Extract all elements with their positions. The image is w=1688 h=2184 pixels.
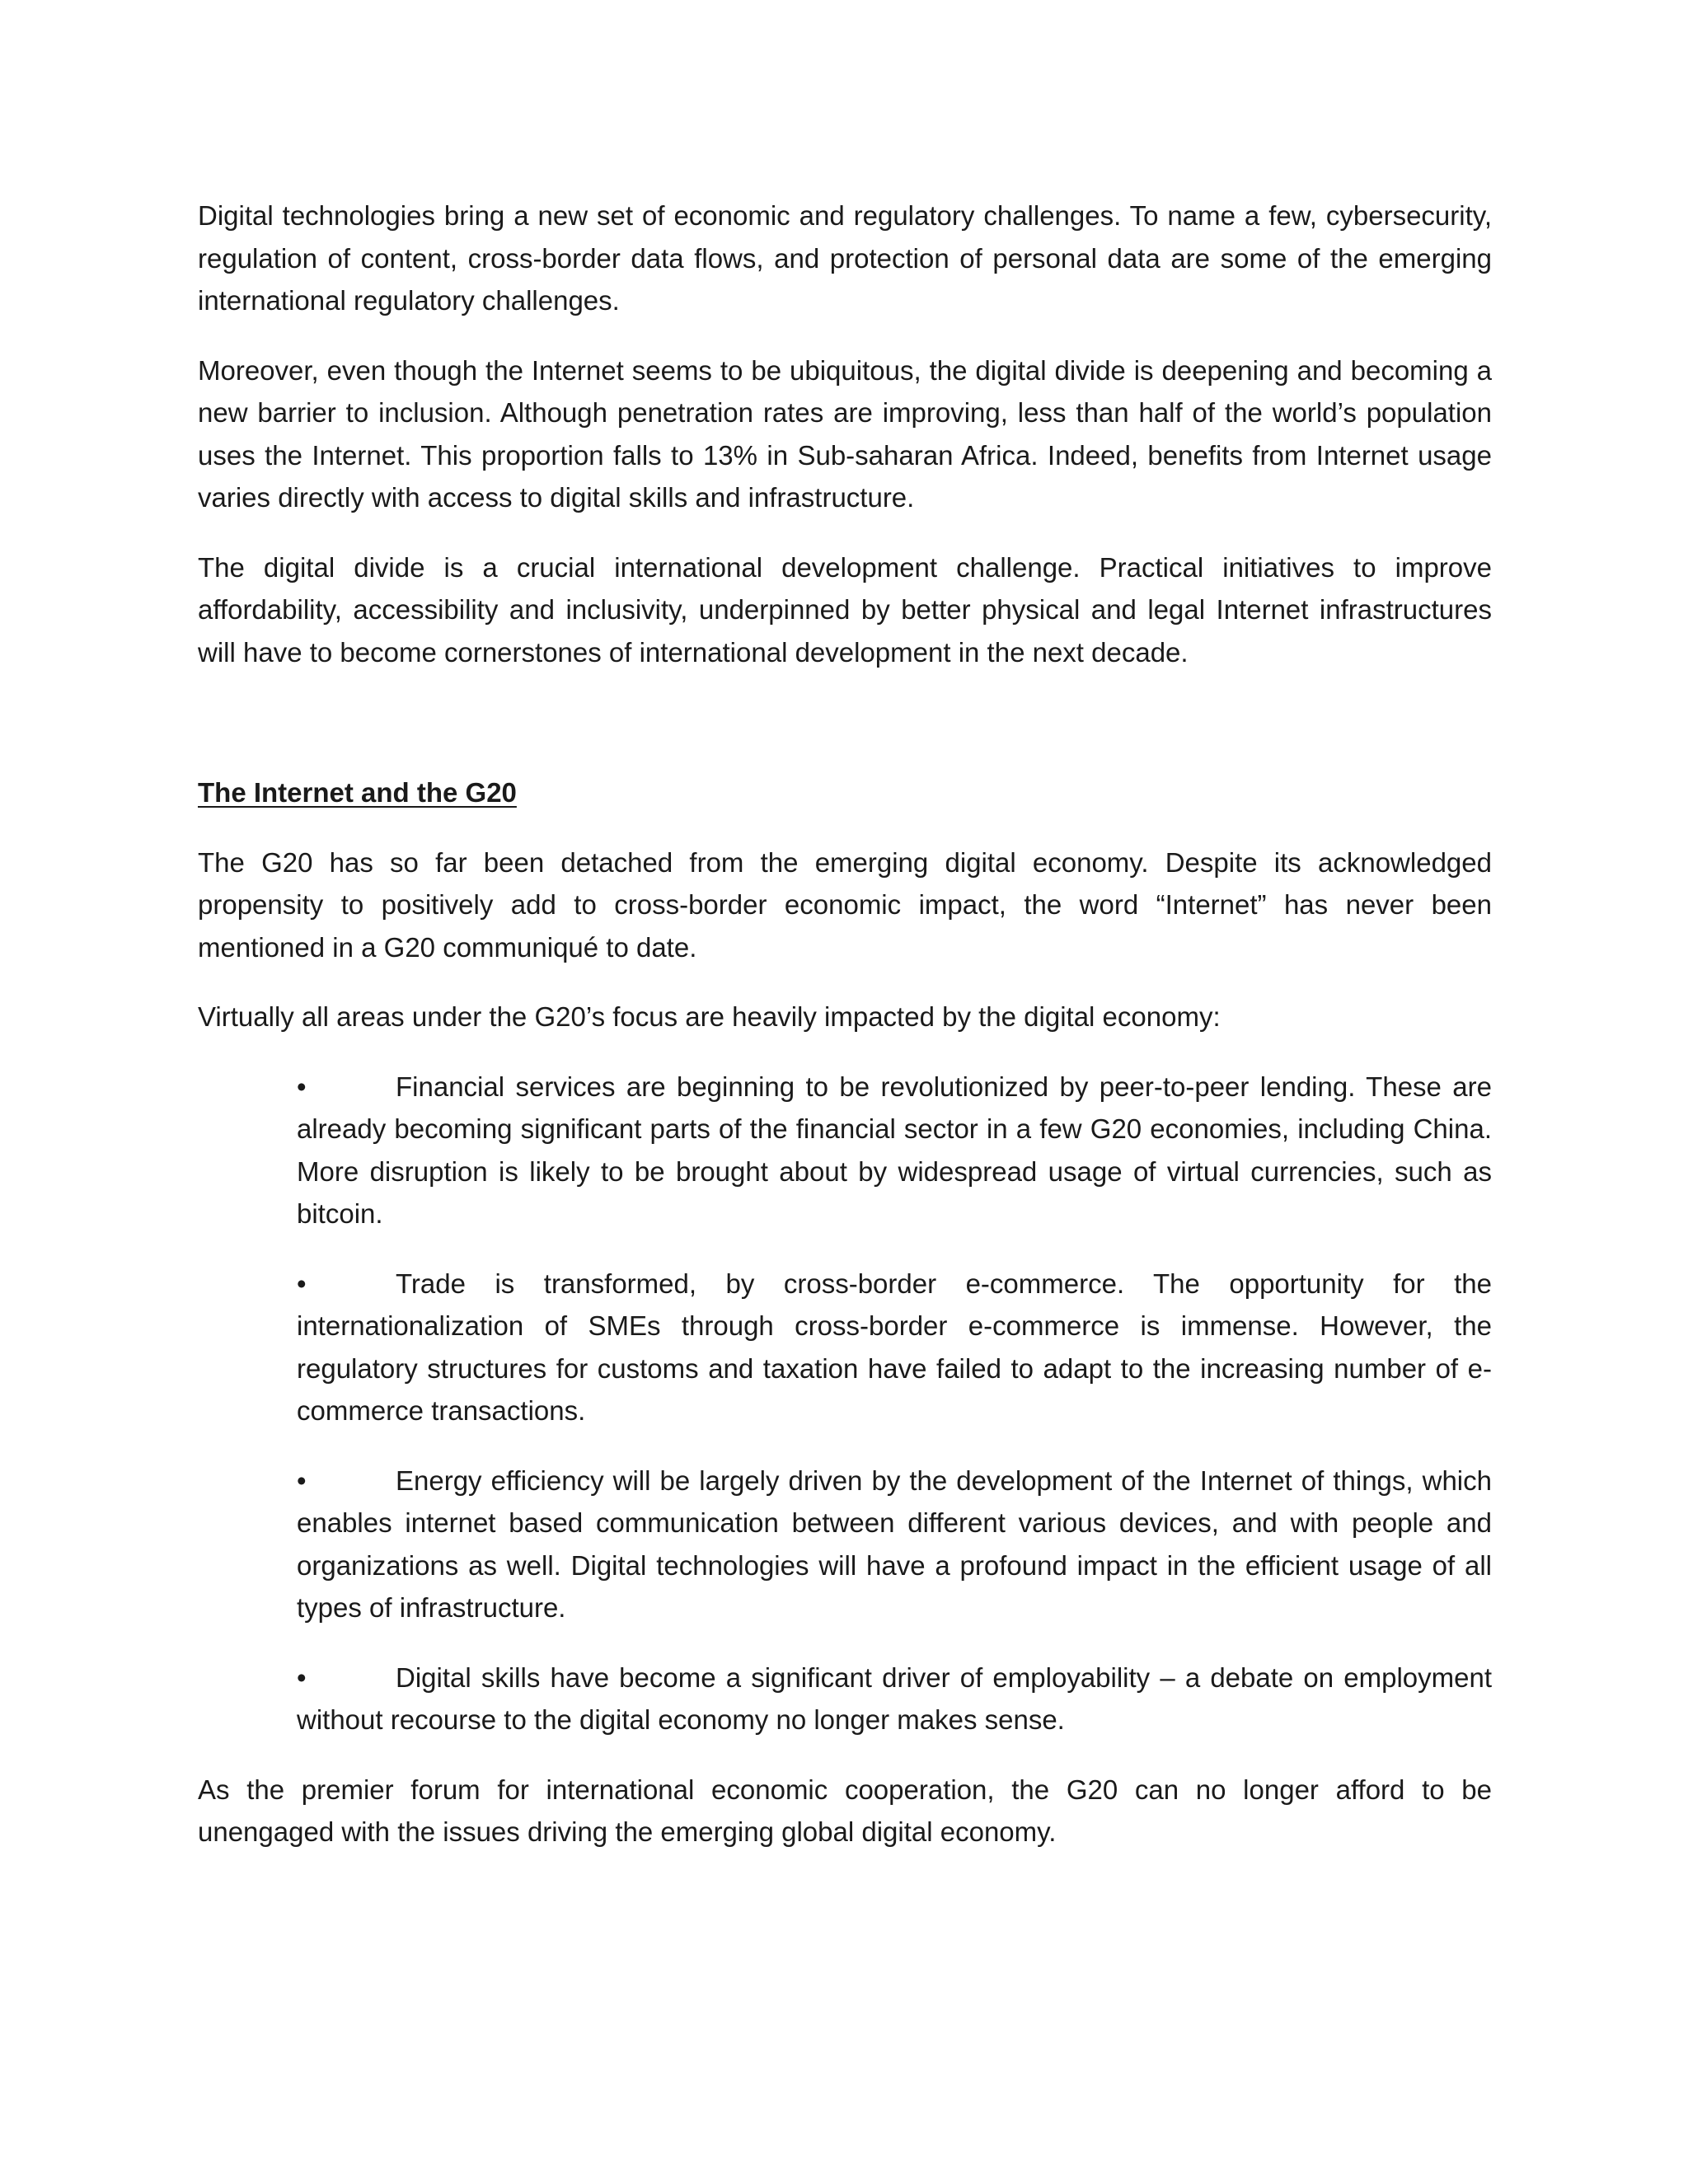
list-item: [297, 1460, 1492, 1629]
document-page: [198, 194, 1492, 1881]
bullet-text: Digital skills have become a significant driver of employability – a debate on employment without recourse to the digital economy no longer makes sense.: [297, 1661, 1492, 1735]
section-heading: The Internet and the G20: [198, 777, 517, 808]
bullet-text: Energy efficiency will be largely driven by the development of the Internet of things, which enables internet based communication between different various devices, and with people and organizations as well. Digital technologies will have a profound impact in the efficient usage of all types of infrastructure.: [297, 1465, 1492, 1623]
bullet-list: [198, 1066, 1492, 1741]
section-paragraph-1: The G20 has so far been detached from the emerging digital economy. Despite its acknowledged propensity to positively add to cross-border economic impact, the word “Internet” has never been mentioned in a G20 communiqué to date.: [198, 846, 1492, 963]
list-item: [297, 1263, 1492, 1432]
list-item: [297, 1657, 1492, 1741]
list-item: [297, 1066, 1492, 1235]
bullet-icon: •: [297, 1661, 307, 1693]
intro-paragraph-1: Digital technologies bring a new set of economic and regulatory challenges. To name a few, cybersecurity, regulation of content, cross-border data flows, and protection of personal data are some of the emerging international regulatory challenges.: [198, 200, 1492, 316]
conclusion-paragraph: As the premier forum for international economic cooperation, the G20 can no longer afford to be unengaged with the issues driving the emerging global digital economy.: [198, 1774, 1492, 1847]
bullet-icon: •: [297, 1071, 307, 1102]
bullet-icon: •: [297, 1465, 307, 1496]
bullet-text: Financial services are beginning to be revolutionized by peer-to-peer lending. These are already becoming significant parts of the financial sector in a few G20 economies, including China. More disruption is likely to be brought about by widespread usage of virtual currencies, such as bitcoin.: [297, 1071, 1492, 1229]
bullet-icon: •: [297, 1268, 307, 1299]
section-paragraph-2: Virtually all areas under the G20’s focus are heavily impacted by the digital economy:: [198, 1001, 1221, 1032]
intro-paragraph-2: Moreover, even though the Internet seems to be ubiquitous, the digital divide is deepening and becoming a new barrier to inclusion. Although penetration rates are improving, less than half of the world’s population uses the Internet. This proportion falls to 13% in Sub-saharan Africa. Indeed, benefits from Internet usage varies directly with access to digital skills and infrastructure.: [198, 354, 1492, 513]
intro-paragraph-3: The digital divide is a crucial international development challenge. Practical initiatives to improve affordability, accessibility and inclusivity, underpinned by better physical and legal Internet infrastructures will have to become cornerstones of international development in the next decade.: [198, 551, 1492, 668]
bullet-text: Trade is transformed, by cross-border e-commerce. The opportunity for the internationalization of SMEs through cross-border e-commerce is immense. However, the regulatory structures for customs and taxation have failed to adapt to the increasing number of e-commerce transactions.: [297, 1268, 1492, 1426]
